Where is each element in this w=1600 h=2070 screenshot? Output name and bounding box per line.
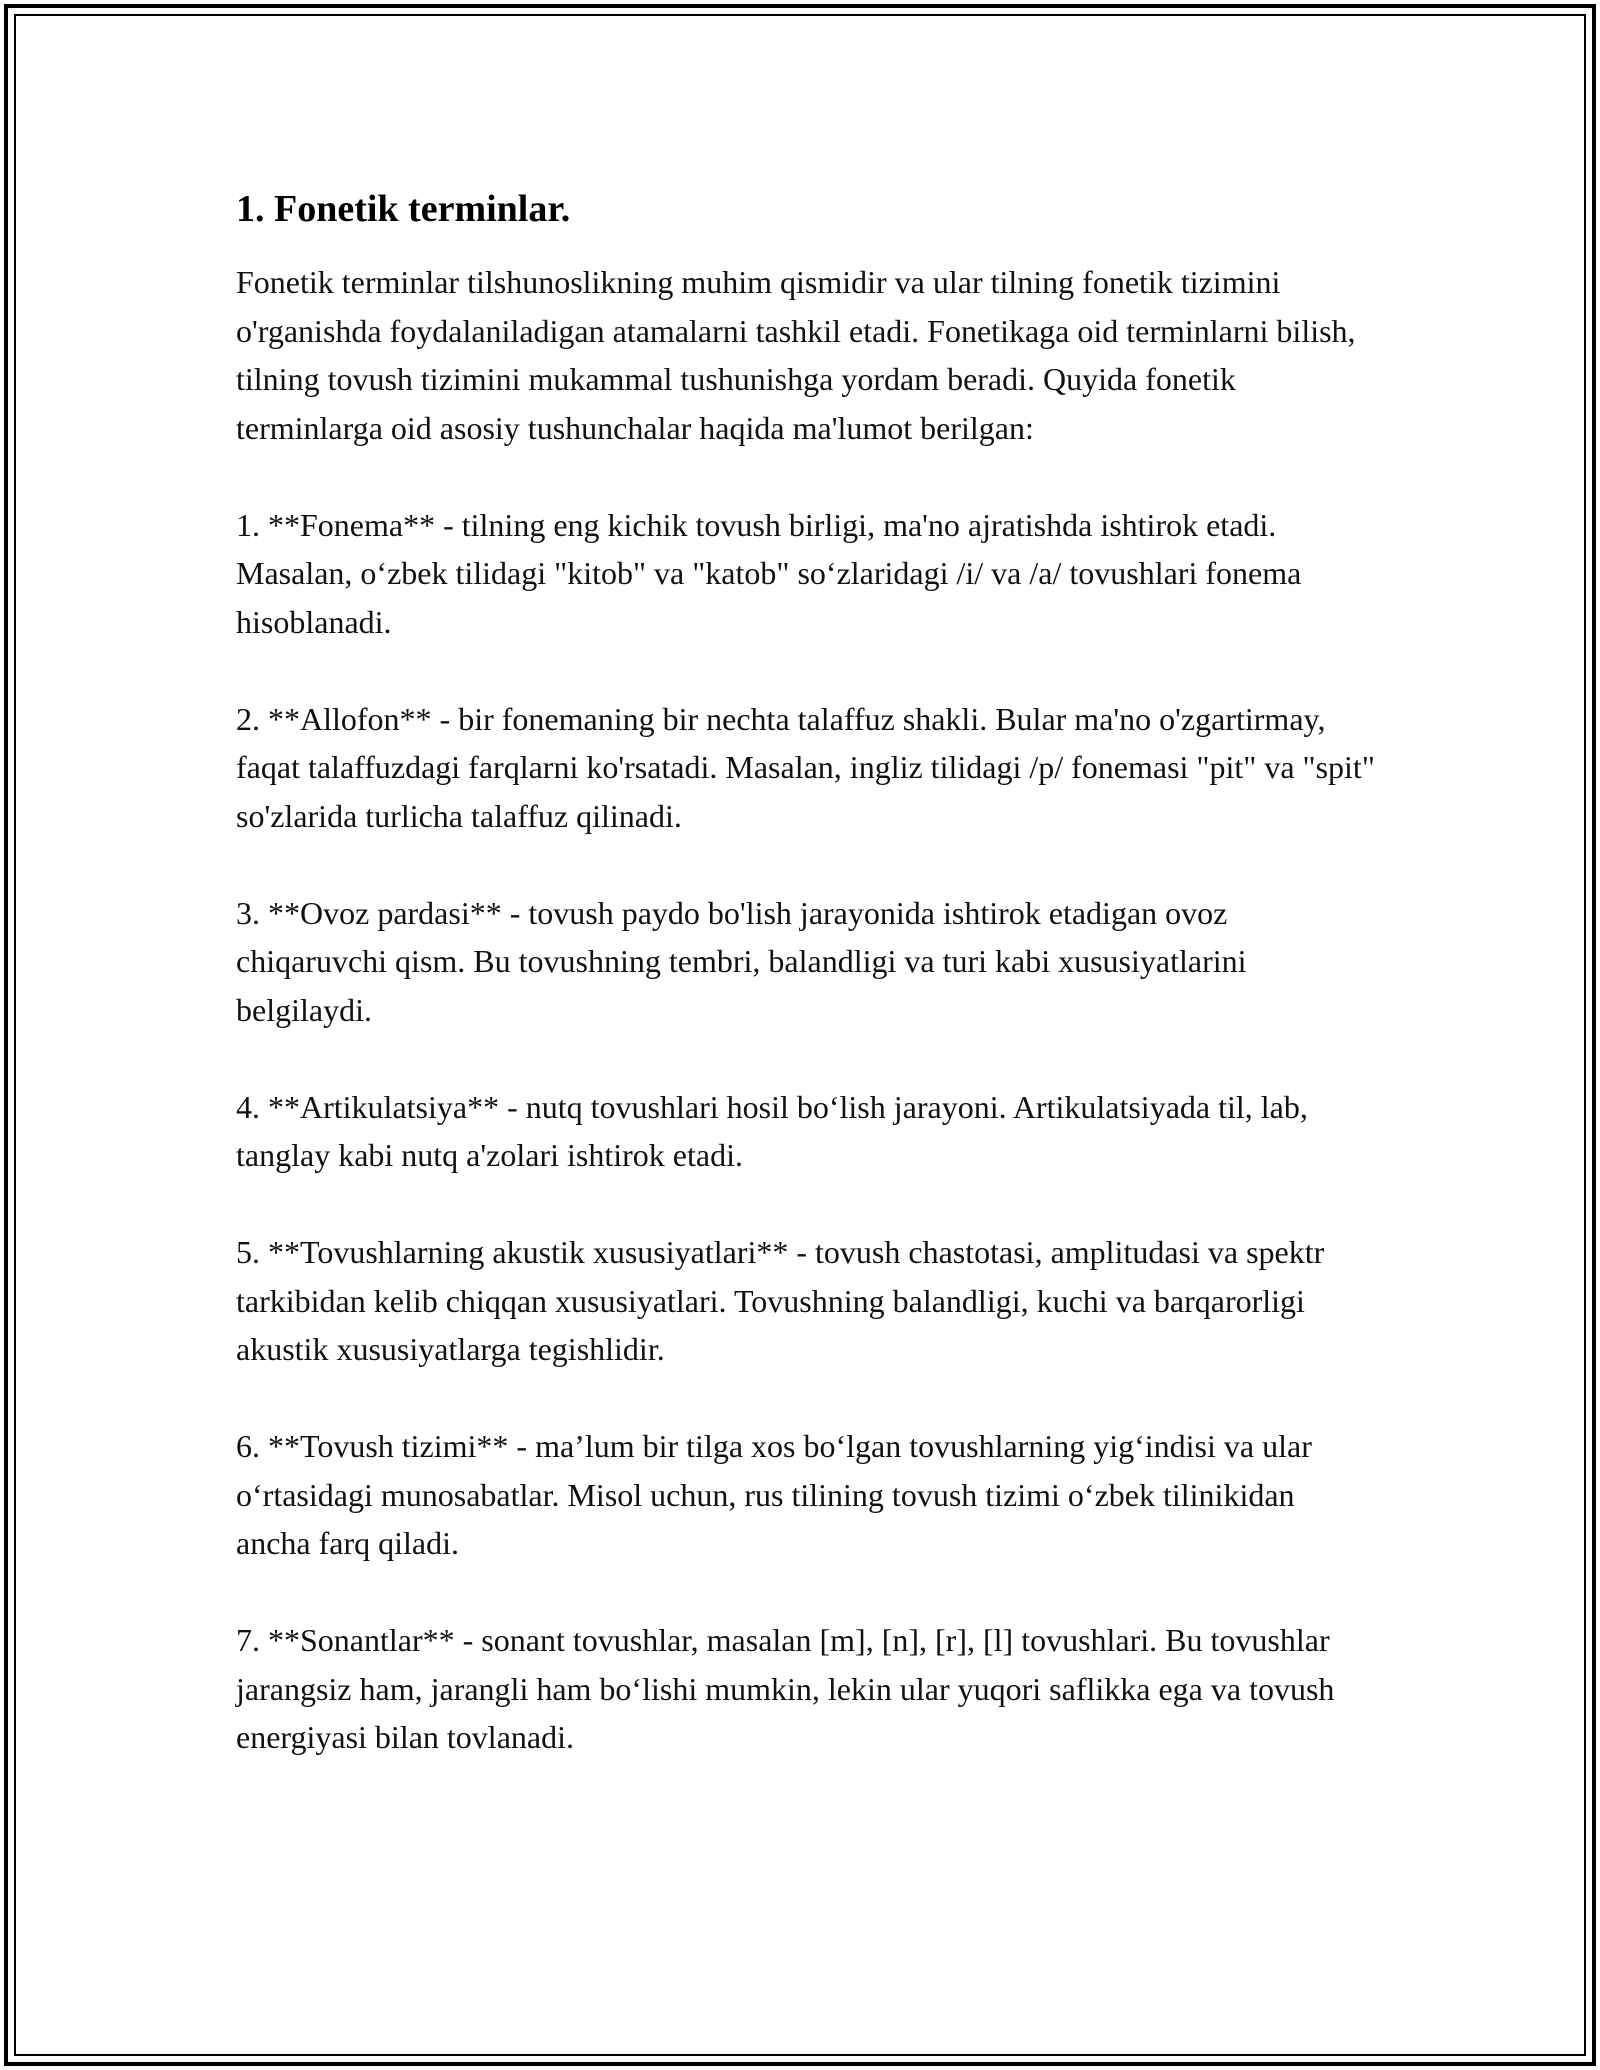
term-item-sonantlar: 7. **Sonantlar** - sonant tovushlar, masalan [m], [n], [r], [l] tovushlari. Bu tovushlar jarangsiz ham, jarangli ham bo‘lishi mumkin, lekin ular yuqori saflikka ega va tovush energiyasi bilan tovlanadi. — [236, 1622, 1335, 1755]
term-item-fonema: 1. **Fonema** - tilning eng kichik tovush birligi, ma'no ajratishda ishtirok etadi. Masalan, o‘zbek tilidagi "kitob" va "katob" so‘zlaridagi /i/ va /a/ tovushlari fonema hisoblanadi. — [236, 506, 1302, 640]
section-heading: 1. Fonetik terminlar. — [236, 188, 571, 230]
term-item-allofon: 2. **Allofon** - bir fonemaning bir nechta talaffuz shakli. Bular ma'no o'zgartirmay, faqat talaffuzdagi farqlarni ko'rsatadi. Masalan, ingliz tilidagi /p/ fonemasi "pit" va "spit" so'zlarida turlicha talaffuz qilinadi. — [236, 700, 1375, 834]
document-body — [236, 186, 1376, 1762]
term-item-ovoz-pardasi: 3. **Ovoz pardasi** - tovush paydo bo'lish jarayonida ishtirok etadigan ovoz chiqaruvchi qism. Bu tovushning tembri, balandligi va turi kabi xususiyatlarini belgilaydi. — [236, 894, 1247, 1028]
term-item-artikulatsiya: 4. **Artikulatsiya** - nutq tovushlari hosil bo‘lish jarayoni. Artikulatsiyada til, lab, tanglay kabi nutq a'zolari ishtirok etadi. — [236, 1088, 1308, 1173]
term-item-akustik-xususiyatlar: 5. **Tovushlarning akustik xususiyatlari** - tovush chastotasi, amplitudasi va spektr tarkibidan kelib chiqqan xususiyatlari. Tovushning balandligi, kuchi va barqarorligi akustik xususiyatlarga tegishlidir. — [236, 1234, 1325, 1367]
term-item-tovush-tizimi: 6. **Tovush tizimi** - ma’lum bir tilga xos bo‘lgan tovushlarning yig‘indisi va ular o‘rtasidagi munosabatlar. Misol uchun, rus tilining tovush tizimi o‘zbek tilinikidan ancha farq qiladi. — [236, 1428, 1312, 1561]
intro-paragraph: Fonetik terminlar tilshunoslikning muhim qismidir va ular tilning fonetik tizimini o'rganishda foydalaniladigan atamalarni tashkil etadi. Fonetikaga oid terminlarni bilish, tilning tovush tizimini mukammal tushunishga yordam beradi. Quyida fonetik terminlarga oid asosiy tushunchalar haqida ma'lumot berilgan: — [236, 264, 1356, 446]
